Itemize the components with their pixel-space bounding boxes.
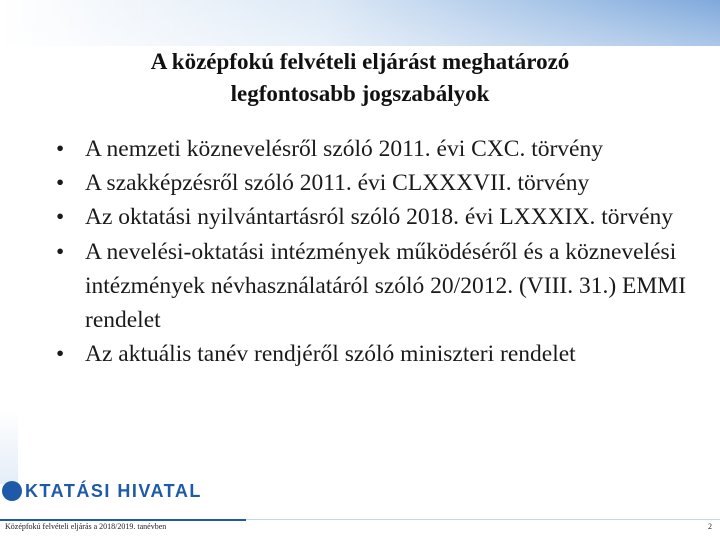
bullet-text: A szakképzésről szóló 2011. évi CLXXXVII. törvény (85, 170, 590, 197)
slide-title-line-1: A középfokú felvételi eljárást meghatározó (150, 49, 570, 74)
bullet-text: A nevelési-oktatási intézmények működéséről és a köznevelési intézmények névhasználatáról szóló 20/2012. (VIII. 31.) EMMI rendelet (85, 238, 687, 334)
bullet-icon: • (56, 136, 65, 162)
bullet-item (52, 132, 712, 166)
footer-divider (0, 519, 246, 521)
logo-circle-icon (2, 481, 22, 501)
bullet-icon: • (56, 341, 65, 368)
page-number: 2 (708, 522, 712, 531)
logo-text: KTATÁSI HIVATAL (25, 480, 202, 501)
bullet-item (52, 235, 712, 338)
slide-title (80, 46, 640, 110)
bullet-text: Az oktatási nyilvántartásról szóló 2018. évi LXXXIX. törvény (85, 204, 674, 231)
bullet-text: Az aktuális tanév rendjéről szóló miniszteri rendelet (85, 341, 576, 368)
left-accent-shape (0, 410, 18, 484)
bullet-icon: • (56, 238, 65, 265)
bullet-item (52, 166, 712, 200)
oktatasi-hivatal-logo (2, 478, 202, 504)
footer-divider-light (246, 519, 720, 520)
bullet-item (52, 200, 712, 234)
footer-caption: Középfokú felvételi eljárás a 2018/2019. tanévben (5, 522, 167, 531)
bullet-icon: • (56, 170, 65, 197)
slide-title-line-2: legfontosabb jogszabályok (230, 81, 490, 106)
bullet-item (52, 337, 712, 371)
bullet-list (52, 132, 712, 371)
bullet-icon: • (56, 204, 65, 231)
header-gradient-band (0, 0, 720, 46)
bullet-text: A nemzeti köznevelésről szóló 2011. évi CXC. törvény (85, 136, 603, 162)
